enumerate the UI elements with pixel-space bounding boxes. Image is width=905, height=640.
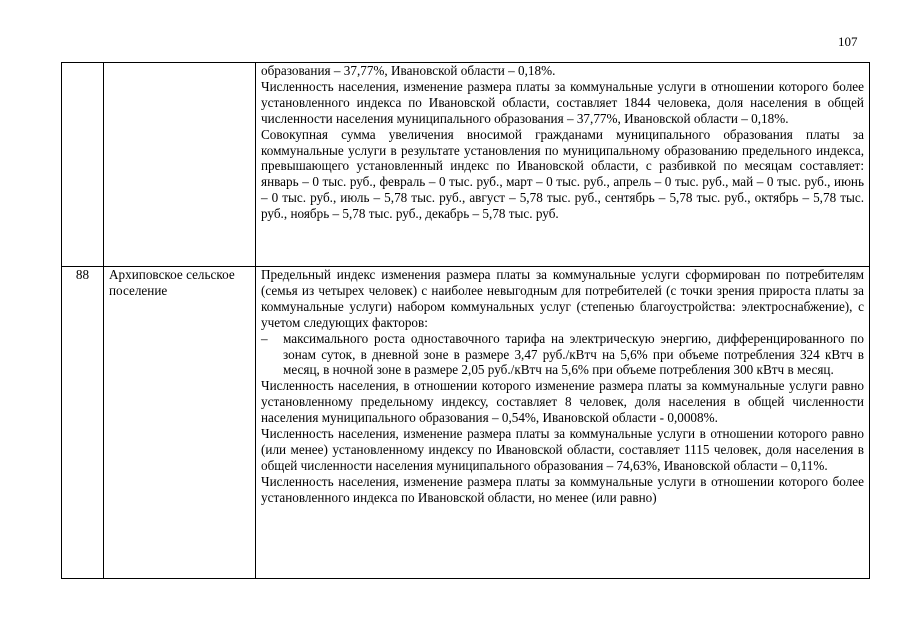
- paragraph: Численность населения, изменение размера платы за коммунальные услуги в отношении которого более установленного индекса по Ивановской области, но менее (или равно): [261, 473, 864, 505]
- list-item: [261, 331, 864, 379]
- paragraph: Предельный индекс изменения размера платы за коммунальные услуги сформирован по потребителям (семья из четырех человек) с наиболее невыгодным для потребителей (с точки зрения прироста платы за коммунальные услуги) набором коммунальных услуг (степенью благоустройства: электроснабжение), с учетом следующих факторов:: [261, 267, 864, 330]
- description-cell: [256, 267, 870, 579]
- paragraph: Численность населения, изменение размера платы за коммунальные услуги в отношении которого более установленного индекса по Ивановской области, составляет 1844 человека, доля населения в общей численности населения муниципального образования – 37,77%, Ивановской области – 0,18%.: [261, 78, 864, 126]
- paragraph: Численность населения, изменение размера платы за коммунальные услуги в отношении которого равно (или менее) установленному индексу по Ивановской области, составляет 1115 человек, доля населения в общей численности населения муниципального образования – 74,63%, Ивановской области – 0,11%.: [261, 426, 864, 473]
- municipal-index-table: [61, 62, 870, 579]
- municipality-name-cell: [104, 63, 256, 267]
- table-row: [62, 63, 870, 267]
- description-cell: [256, 63, 870, 267]
- paragraph: Совокупная сумма увеличения вносимой гражданами муниципального образования платы за коммунальные услуги в результате установления по муниципальному образованию предельного индекса, превышающего установленный индекс по Ивановской области, с разбивкой по месяцам составляет: январь – 0 тыс. руб., февраль – 0 тыс. руб., март – 0 тыс. руб., апрель – 0 тыс. руб., май – 0 тыс. руб., июнь – 0 тыс. руб., июль – 5,78 тыс. руб., август – 5,78 тыс. руб., сентябрь – 5,78 тыс. руб., октябрь – 5,78 тыс. руб., ноябрь – 5,78 тыс. руб., декабрь – 5,78 тыс. руб.: [261, 126, 864, 222]
- row-number-cell: [62, 63, 104, 267]
- list-dash: –: [261, 330, 268, 346]
- paragraph: образования – 37,77%, Ивановской области – 0,18%.: [261, 63, 556, 78]
- table-row: [62, 267, 870, 579]
- paragraph: Численность населения, в отношении которого изменение размера платы за коммунальные услуги равно установленному предельному индексу, составляет 8 человек, доля населения в общей численности населения муниципального образования – 0,54%, Ивановской области - 0,0008%.: [261, 378, 864, 426]
- list-item-text: максимального роста одноставочного тарифа на электрическую энергию, дифференцированного по зонам суток, в дневной зоне в размере 3,47 руб./кВтч на 5,6% при объеме потребления 324 кВтч в месяц, в ночной зоне в размере 2,05 руб./кВтч на 5,6% при объеме потребления 300 кВтч в месяц.: [283, 330, 864, 378]
- municipality-name-cell: Архиповское сельское поселение: [104, 267, 256, 579]
- page-number: 107: [838, 34, 858, 49]
- row-number-cell: 88: [62, 267, 104, 579]
